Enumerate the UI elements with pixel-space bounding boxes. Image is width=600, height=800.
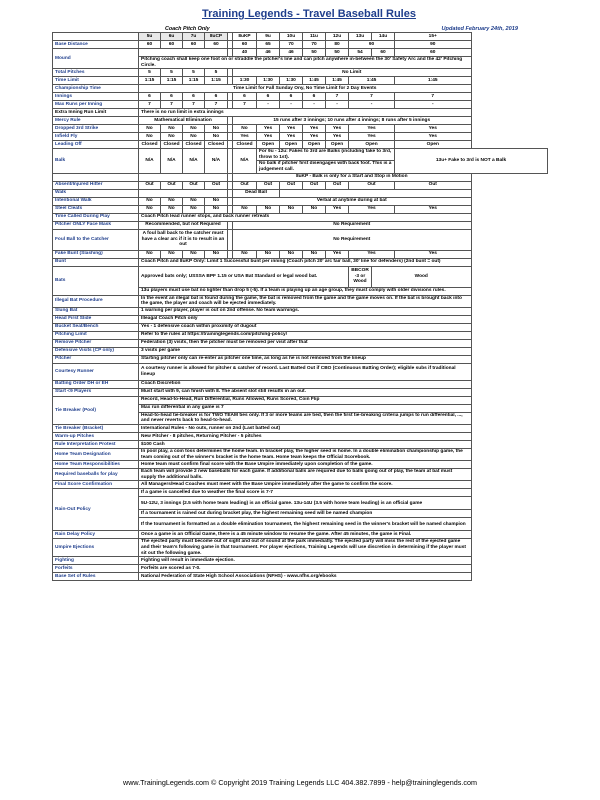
cell: 5 (183, 69, 205, 77)
row-label: Required baseballs for play (53, 469, 139, 481)
cell: Closed (183, 141, 205, 149)
cell: 1:15 (183, 77, 205, 85)
row-label: Extra Inning Run Limit (53, 109, 139, 117)
cell: New Pitcher - 8 pitches, Returning Pitcher - 5 pitches (139, 432, 472, 440)
cell: Out (303, 181, 326, 189)
row-courtesy (53, 363, 548, 380)
row-bunt (53, 258, 548, 266)
age-15plus: 15+ (395, 33, 472, 41)
cell: 50 (326, 49, 349, 57)
row-protest (53, 440, 548, 448)
cell: No (139, 205, 161, 213)
cell: 60 (161, 41, 183, 49)
row-fake-bunt (53, 250, 548, 258)
cell: 6 (280, 93, 303, 101)
cell: N/A (161, 149, 183, 173)
cell: A courtesy runner is allowed for pitcher & catcher of record. Last Batted Out if CBO (Continuous Batting Order); eligible subs if traditional lineup (139, 363, 472, 380)
row-absent (53, 181, 548, 189)
cell: - (326, 101, 349, 109)
cell: Coach Discretion (139, 380, 472, 388)
row-label: Home Team Responsibilities (53, 461, 139, 469)
cell: - (349, 101, 395, 109)
cell: No Requirement (233, 229, 472, 250)
row-remove-pitcher (53, 339, 548, 347)
row-rain-out (53, 489, 548, 497)
cell: No (161, 125, 183, 133)
rules-sheet (52, 6, 548, 581)
cell: Out (326, 181, 349, 189)
cell: - (303, 101, 326, 109)
cell: Approved bats only; USSSA BPF 1.15 or USA Bat Standard or legal wood bat. (139, 266, 349, 287)
row-label: Tie Breaker (Pool) (53, 396, 139, 424)
cell: 7 (183, 101, 205, 109)
row-forfeits (53, 565, 548, 573)
row-label: Absent/Injured Hitter (53, 181, 139, 189)
cell: 15 runs after 3 innings; 10 runs after 4 innings; 8 runs after 5 innings (233, 117, 472, 125)
row-label: Head First Slide (53, 315, 139, 323)
row-tie-breaker (53, 396, 548, 404)
cell: Open (326, 141, 349, 149)
cell: Head-to-head tie-breaker is for TWO TEAM ties only. If 3 or more teams are tied, then the first tie-breaking criteria jumps to run differential, ..., and never reverts back to head-to-head. (139, 412, 472, 424)
cell: 1 warning per player, player is out on 2nd offense. No team warnings. (139, 307, 472, 315)
age-9u: 9u (257, 33, 280, 41)
cell: 60 (395, 49, 472, 57)
age-8ukp: 8uKP (233, 33, 257, 41)
cell: No (139, 250, 161, 258)
cell: Recommended, but not Required (139, 221, 228, 229)
cell: There is no run limit in extra innings (139, 109, 472, 117)
cell: Verbal at anytime during at bat (233, 197, 472, 205)
cell: Record, Head-to-Head, Run Differential, Runs Allowed, Runs Scored, Coin Flip (139, 396, 472, 404)
cell: Yes (395, 133, 472, 141)
row-leading-off (53, 141, 548, 149)
cell: Yes - 1 defensive coach within proximity of dugout (139, 323, 472, 331)
row-label: Infield Fly (53, 133, 139, 141)
cell: 54 (349, 49, 372, 57)
row-label: Slung Bat (53, 307, 139, 315)
row-innings (53, 93, 548, 101)
row-extra-inning (53, 109, 548, 117)
cell: 1:30 (280, 77, 303, 85)
row-balk (53, 149, 548, 161)
cell: Out (205, 181, 228, 189)
row-foul-ball (53, 229, 548, 250)
cell: - (257, 101, 280, 109)
row-label: Rain Delay Policy (53, 531, 139, 539)
row-label: Mercy Rule (53, 117, 139, 125)
cell: 90 (349, 41, 395, 49)
row-label: Bats (53, 266, 139, 295)
cell: 46 (280, 49, 303, 57)
row-rain-delay (53, 531, 548, 539)
age-13u: 13u (349, 33, 372, 41)
row-base-rules (53, 573, 548, 581)
cell: Closed (139, 141, 161, 149)
cell: In pool play, a coin toss determines the home team. In bracket play, the higher seed is home. In a double elimination championship game, the team coming out of the winner's bracket is the home team. Home team keeps the Official Scorebook. (139, 448, 472, 460)
cell: 7 (161, 101, 183, 109)
cell: Fighting will result in immediate ejection. (139, 557, 472, 565)
cell: Yes (395, 125, 472, 133)
cell: Wood (372, 266, 472, 287)
page-title: Training Legends - Travel Baseball Rules (202, 8, 416, 20)
cell: No (161, 197, 183, 205)
cell: Mathematical Elimination (139, 117, 228, 125)
cell: Yes (257, 133, 280, 141)
cell: Open (303, 141, 326, 149)
cell: No (205, 205, 228, 213)
cell: No (205, 250, 228, 258)
row-label: Fake Bunt (Slashing) (53, 250, 139, 258)
row-label: Batting Order DH or EH (53, 380, 139, 388)
row-label: Illegal Bat Procedure (53, 295, 139, 307)
row-total-pitches (53, 69, 548, 77)
cell: Yes (280, 125, 303, 133)
cell: 7 (233, 101, 257, 109)
row-label: Pitching Limit (53, 331, 139, 339)
cell: Forfeits are scored as 7-0. (139, 565, 472, 573)
cell: No (257, 205, 280, 213)
cell: - (280, 101, 303, 109)
cell: Out (233, 181, 257, 189)
cell: Yes (349, 125, 395, 133)
cell: No (161, 250, 183, 258)
cell: National Federation of State High School Associations (NFHS) - www.nfhs.org/ebooks (139, 573, 472, 581)
cell: Closed (205, 141, 228, 149)
cell: Max run differential in any game is 7 (139, 404, 472, 412)
cell: 6 (183, 93, 205, 101)
row-label: Pitcher ONLY Face Mask (53, 221, 139, 229)
cell: No (280, 205, 303, 213)
cell: 7 (349, 93, 395, 101)
row-label: Home Team Designation (53, 448, 139, 460)
cell: No (183, 250, 205, 258)
cell: Coach Pitch lead runner stops, and back runner retreats (139, 213, 472, 221)
cell: 13u+ Fake to 3rd is NOT a Balk (395, 149, 548, 173)
cell: 3 visits per game (139, 347, 472, 355)
age-11u: 11u (303, 33, 326, 41)
cell: 6 (303, 93, 326, 101)
row-label: Pitcher (53, 355, 139, 363)
row-label: Foul Ball to the Catcher (53, 229, 139, 250)
row-label: Final Score Confirmation (53, 481, 139, 489)
row-label: Dropped 3rd Strike (53, 125, 139, 133)
row-final-score (53, 481, 548, 489)
cell: Yes (349, 250, 395, 258)
row-label: Total Pitches (53, 69, 139, 77)
cell: A foul ball back to the catcher must have a clear arc if it is to result in an out (139, 229, 228, 250)
cell: 1:15 (205, 77, 228, 85)
footer: www.TrainingLegends.com © Copyright 2019 Training Legends LLC 404.382.7899 - help@traininglegends.com (123, 778, 477, 787)
cell: No (280, 250, 303, 258)
cell: No (139, 133, 161, 141)
cell: No balk if pitcher first disengages with back foot. This is a judgement call. (257, 161, 395, 173)
cell: Yes (349, 205, 395, 213)
cell: Open (257, 141, 280, 149)
row-steel-cleats (53, 205, 548, 213)
cell: Illeagal Coach Pitch only (139, 315, 472, 323)
row-batting-order (53, 380, 548, 388)
row-face-mask (53, 221, 548, 229)
cell: International Rules - No outs, runner on 2nd (Last batted out) (139, 424, 472, 432)
row-label: Fighting (53, 557, 139, 565)
age-7u: 7u (183, 33, 205, 41)
cell: 60 (183, 41, 205, 49)
cell: Open (395, 141, 472, 149)
cell: 1:45 (326, 77, 349, 85)
cell: Yes (395, 250, 472, 258)
cell: No (257, 250, 280, 258)
cell: Out (161, 181, 183, 189)
cell: No (205, 125, 228, 133)
cell: 60 (372, 49, 395, 57)
row-max-runs (53, 101, 548, 109)
cell: No (303, 205, 326, 213)
cell: 13u players must use bat no lighter than drop 5 (-5). If a team is playing up an age group, they must comply with older divisions rules. (139, 287, 472, 295)
row-pitching-limit (53, 331, 548, 339)
row-intentional-walk (53, 197, 548, 205)
row-slung-bat (53, 307, 548, 315)
cell: Open (349, 141, 395, 149)
cell: - (395, 101, 472, 109)
cell: Yes (233, 133, 257, 141)
cell: 90 (395, 41, 472, 49)
cell: 5 (161, 69, 183, 77)
cell: 1:30 (233, 77, 257, 85)
cell: 80 (326, 41, 349, 49)
row-label: Championship Time (53, 85, 139, 93)
cell: Refer to the rules at https://traininglegends.com/pitching-policy/ (139, 331, 472, 339)
cell: Coach Pitch and 8uKP Only: Limit 1 Successful bunt per inning (Coach pitch 20' arc fair ball, 30' line for defenders) (2nd bunt = out) (139, 258, 472, 266)
cell: No (161, 205, 183, 213)
cell: No (233, 250, 257, 258)
mound-note: Pitching coach shall keep one foot on or straddle the pitcher's line and can pitch anywhere in-between the 30' Safety Arc and the 42' Pitching Circle. (139, 57, 472, 69)
cell: Dead Ball (233, 189, 280, 197)
row-label: Leading Off (53, 141, 139, 149)
cell: Out (183, 181, 205, 189)
row-bucket (53, 323, 548, 331)
row-label: Innings (53, 93, 139, 101)
row-base-distance (53, 41, 548, 49)
cell: 1:45 (303, 77, 326, 85)
cell: No (205, 197, 228, 205)
cell: Each team will provide 2 new baseballs for each game. If additional balls are required due to balls going out of play, the team at bat must supply the additional balls. (139, 469, 472, 481)
header (52, 6, 548, 32)
cell: 8uKP - Balk is only for a Start and Stop in Motion (233, 173, 472, 181)
cell: Yes (303, 125, 326, 133)
row-illegal-bat (53, 295, 548, 307)
cell: No (183, 125, 205, 133)
cell: No (205, 133, 228, 141)
row-label: Time Called During Play (53, 213, 139, 221)
cell: Home team must confirm final score with the Base Umpire immediately upon completion of the game. (139, 461, 472, 469)
row-bats (53, 266, 548, 287)
cell: No (233, 205, 257, 213)
row-dropped-3rd (53, 125, 548, 133)
row-fighting (53, 557, 548, 565)
cell: Yes (280, 133, 303, 141)
row-label: Courtesy Runner (53, 363, 139, 380)
cell: 6 (257, 93, 280, 101)
cell: 7 (205, 101, 228, 109)
cell: All Managers/Head Coaches must meet with the Base Umpire immediately after the game to confirm the score. (139, 481, 472, 489)
cell: No Requirement (233, 221, 472, 229)
cell: If a tournament is rained out during bracket play, the highest remaining seed will be named champion (139, 510, 472, 518)
row-mercy (53, 117, 548, 125)
cell: 7 (139, 101, 161, 109)
row-home-team (53, 448, 548, 460)
cell: 46 (257, 49, 280, 57)
cell: No (303, 250, 326, 258)
row-pitcher (53, 355, 548, 363)
cell: Out (139, 181, 161, 189)
cell: Out (349, 181, 395, 189)
cell: Out (395, 181, 472, 189)
cell: 5 (205, 69, 228, 77)
row-start-9 (53, 388, 548, 396)
cell: 6 (139, 93, 161, 101)
row-championship-time (53, 85, 548, 93)
cell: No (183, 197, 205, 205)
cell: 60 (139, 41, 161, 49)
row-label: Defensive Visits (CP only) (53, 347, 139, 355)
cell: 50 (303, 49, 326, 57)
cell: 1:15 (139, 77, 161, 85)
cell: Yes (303, 133, 326, 141)
cell: Starting pitcher only can re-enter as pitcher one time, as long as he is not removed from the lineup (139, 355, 472, 363)
row-label: Start <9 Players (53, 388, 139, 396)
row-time-called (53, 213, 548, 221)
cell: 1:45 (395, 77, 472, 85)
cell: Out (280, 181, 303, 189)
cell: Out (257, 181, 280, 189)
row-label: Bucket Seat/Bench (53, 323, 139, 331)
row-label: Mound (53, 49, 139, 69)
cell: Closed (161, 141, 183, 149)
cell: 6 (233, 93, 257, 101)
row-label: Tie Breaker (Bracket) (53, 424, 139, 432)
age-header-row (53, 33, 548, 41)
cell: Yes (326, 205, 349, 213)
cell: In the event an illegal bat is found during the game, the bat is removed from the game and the game moves on. If the bat is brought back into the game, the player and coach will be ejected immediately. (139, 295, 472, 307)
cell: Must start with 9, can finish with 8. The absent slot still results in an out. (139, 388, 472, 396)
row-label: Remove Pitcher (53, 339, 139, 347)
cell: 65 (257, 41, 280, 49)
row-label: Max Runs per Inning (53, 101, 139, 109)
cell: Yes (326, 125, 349, 133)
row-label: Base Distance (53, 41, 139, 49)
cell: Federation (3) visits, then the pitcher must be removed per visit after that (139, 339, 472, 347)
cell: 1:15 (161, 77, 183, 85)
cell: N/A (183, 149, 205, 173)
cell: No Limit (233, 69, 472, 77)
row-walk (53, 189, 548, 197)
row-label: Balk (53, 149, 139, 173)
age-12u: 12u (326, 33, 349, 41)
cell: Closed (233, 141, 257, 149)
cell: Yes (326, 133, 349, 141)
cell: 7 (326, 93, 349, 101)
cell: Open (280, 141, 303, 149)
cell: No (183, 133, 205, 141)
cell: No (183, 205, 205, 213)
cell: BBCOR -3 or Wood (349, 266, 372, 287)
cell: 60 (205, 41, 228, 49)
cell: N/A (233, 149, 257, 173)
cell: 5 (139, 69, 161, 77)
cell: The ejected party must become out of sight and out of sound at the park immediatly. The ejected party will miss the rest of the ejected game and their team's following game in that tournament. For player ejections, Training Legends will use discretion in determining if the player must sit out the following game. (139, 539, 472, 557)
row-def-visits (53, 347, 548, 355)
cell: 70 (280, 41, 303, 49)
cell: 1:45 (349, 77, 395, 85)
age-10u: 10u (280, 33, 303, 41)
cell: Yes (326, 250, 349, 258)
row-tie-bracket (53, 424, 548, 432)
age-8ucp: 8uCP (205, 33, 228, 41)
cell: 40 (233, 49, 257, 57)
row-label: Rain-Out Policy (53, 489, 139, 531)
row-label: Steel Cleats (53, 205, 139, 213)
row-label: Intentional Walk (53, 197, 139, 205)
cell: No (161, 133, 183, 141)
row-infield-fly (53, 133, 548, 141)
cell: 7 (395, 93, 472, 101)
cell: Yes (257, 125, 280, 133)
row-label: Warm-up Pitches (53, 432, 139, 440)
cell: 60 (233, 41, 257, 49)
cell: 6 (161, 93, 183, 101)
row-label: Forfeits (53, 565, 139, 573)
age-14u: 14u (372, 33, 395, 41)
age-5u: 5u (139, 33, 161, 41)
row-label: Time Limit (53, 77, 139, 85)
row-label: Walk (53, 189, 139, 197)
row-warm-up (53, 432, 548, 440)
row-label: Rule Interpretation Protest (53, 440, 139, 448)
age-6u: 6u (161, 33, 183, 41)
cell: 5U-12U, 3 innings (2.5 with home team leading) is an official game. 13u-14U (3.5 with home team leading) is an official game (139, 497, 472, 510)
row-req-balls (53, 469, 548, 481)
cell: For 9u - 12u: Fakes to 3rd are Balks (including fake to 3rd, throw to 1st). (257, 149, 395, 161)
updated-date: Updated February 24th, 2019 (441, 26, 518, 32)
cell: No (233, 125, 257, 133)
cell: If the tournament is formatted as a double elimination tournament, the highest remaining seed in the winner's bracket will be named champion (139, 518, 472, 531)
row-head-first (53, 315, 548, 323)
row-label: Umpire Ejections (53, 539, 139, 557)
cell: 1:30 (257, 77, 280, 85)
row-label: Bunt (53, 258, 139, 266)
cell: 6 (205, 93, 228, 101)
cell: If a game is cancelled due to weather the final score is 7-7 (139, 489, 472, 497)
cell: No (139, 197, 161, 205)
cell: Time Limit for Fall Sunday Ony, No Time Limit for 2 Day Events (139, 85, 472, 93)
cell: N/A (139, 149, 161, 173)
coach-pitch-label: Coach Pitch Only (165, 26, 210, 32)
cell: 70 (303, 41, 326, 49)
cell: No (139, 125, 161, 133)
row-time-limit (53, 77, 548, 85)
cell: N/A (205, 149, 228, 173)
cell: $100 Cash (139, 440, 472, 448)
cell: Once a game is an Official Game, there is a 45 minute window to resume the game. After 45 minutes, the game is Final. (139, 531, 472, 539)
row-label: Base Set of Rules (53, 573, 139, 581)
row-mound (53, 49, 548, 57)
row-umpire-ejections (53, 539, 548, 557)
cell: Yes (395, 205, 472, 213)
row-home-resp (53, 461, 548, 469)
rules-table (52, 32, 548, 581)
cell: Yes (349, 133, 395, 141)
